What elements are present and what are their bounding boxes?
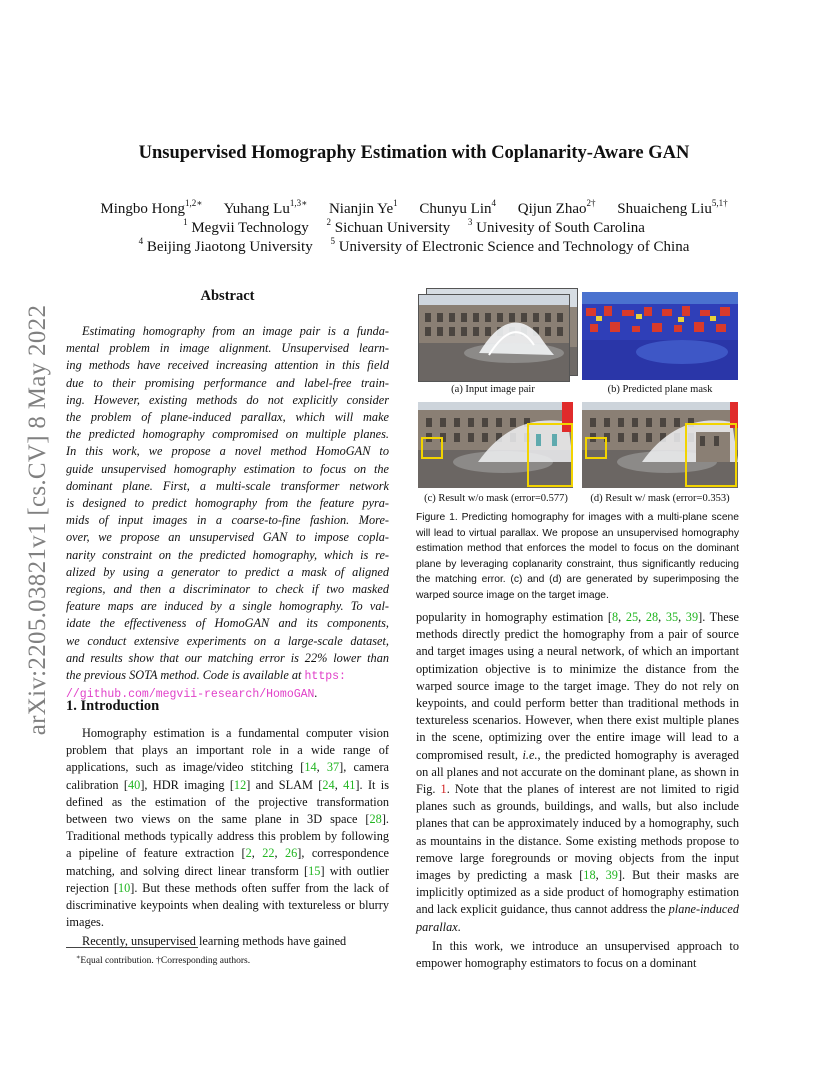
abstract-line: guide unsupervised homography estimation to focus on the: [66, 461, 389, 476]
introduction-right-column: popularity in homography estimation [8, 25, 28, 35, 39]. These methods directly predict the homography from a pair of source and target images using a neural network, of which an important optimization objective is to minimize the distance from the warped source image to the target image. They do not rely on keypoints, and could perform better than traditional methods in textureless scenarios. However, when there exist multiple planes in the scene, optimizing over the entire image will lead to a compromised result, i.e., the predicted homography is averaged on all planes and not accurate on the dominant plane, as shown in Fig. 1. Note that the planes of interest are not limited to rigid planes such as grounds, buildings, and walls, but also include planes that can be approximately induced by a homography, such as mountains in the distance. Some existing methods propose to remove large foregrounds or moving objects from the input images by predicting a mask [18, 39]. But their masks are implicitly optimized as a side product of homography estimation and lack explicit guidance, thus cannot address the plane-induced parallax. In this work, we introduce an unsupervised approach to empower homography estimators to focus on a dominant: [416, 610, 740, 971]
abstract-line: the problem of plane-induced parallax, which will make: [66, 410, 389, 425]
abstract-body: [66, 323, 389, 703]
abstract-line: mental problem in image alignment. Unsupervised learn-: [66, 341, 389, 356]
affiliation-line-2: [0, 233, 828, 257]
author-5: Qijun Zhao$^{2\dagger}$: [517, 198, 596, 217]
abstract-line: narity constraint on the predicted homography, which is re-: [66, 547, 389, 562]
section-heading-introduction: 1. Introduction: [66, 698, 160, 714]
arxiv-identifier: arXiv:2205.03821v1 [cs.CV] 8 May 2022: [24, 304, 51, 736]
author-1: Mingbo Hong$^{1,2∗}$: [100, 198, 203, 217]
affiliation-2: $^2$ Sichuan University: [326, 217, 451, 236]
abstract-line: and results show that our matching error is 22% lower than: [66, 650, 389, 665]
abstract-url-part-1[interactable]: https:: [304, 670, 346, 684]
abstract-line: we conduct extensive experiments on a large-scale dataset,: [66, 633, 389, 648]
abstract-url-line: //github.com/megvii-research/HomoGAN.: [66, 686, 318, 702]
abstract-line: over, we propose an unsupervised GAN to impose copla-: [66, 530, 389, 545]
predicted-mask-image: [582, 292, 738, 380]
caption-c: (c) Result w/o mask (error=0.577): [424, 493, 568, 504]
abstract-line: dominant plane. First, a multi-scale transformer network: [66, 478, 389, 493]
author-3: Nianjin Ye$^1$: [328, 198, 398, 217]
abstract-last-line-text: the previous SOTA method. Code is available at: [66, 668, 302, 683]
abstract-line: In this work, we propose a novel method HomoGAN to: [66, 444, 389, 459]
author-2: Yuhang $Lu^{1,3∗}$: [223, 198, 308, 217]
affiliation-3: $^3$ Univesity of South Carolina: [467, 217, 645, 236]
caption-a: (a) Input image pair: [451, 384, 535, 395]
footnote-rule: [66, 947, 198, 948]
caption-b: (b) Predicted plane mask: [607, 384, 713, 395]
figure-1: [416, 288, 742, 506]
abstract-line: is designed to predict homography from the feature pyra-: [66, 496, 389, 511]
fountain-photo-icon: [419, 295, 569, 381]
affiliation-1: $^1$ Megvii Technology: [183, 217, 309, 236]
abstract-line: alized by using a generator to predict a mask of aligned: [66, 564, 389, 579]
paper-title: Unsupervised Homography Estimation with Coplanarity-Aware GAN: [138, 143, 690, 163]
abstract-line: Estimating homography from an image pair is a funda-: [82, 324, 389, 338]
figure-1-caption: Figure 1. Predicting homography for images with a multi-plane scene will lead to virtual parallax. We propose an unsupervised homography estimation method that enforces the model to focus on the dominant plane by leveraging coplanarity constraint, thus significantly reducing the matching error. (c) and (d) are generated by superimposing the warped source image on the target image.: [416, 512, 739, 601]
affiliation-4: $^4$ Beijing Jiaotong University: [138, 236, 313, 255]
author-6: Shuaicheng Liu$^{5,1\dagger}$: [617, 198, 728, 217]
abstract-line: mids of input images in a coarse-to-fine fashion. More-: [66, 513, 389, 528]
abstract-url-part-2[interactable]: //github.com/megvii-research/HomoGAN: [66, 688, 315, 702]
abstract-line: [66, 667, 389, 685]
abstract-lines: [66, 323, 389, 685]
abstract-line: ing. However, existing methods do not explicitly consider: [66, 392, 389, 407]
abstract-line: regions, and then a discriminator to check if two masked: [66, 582, 389, 597]
warped-overlay-photo-icon-2: [582, 402, 738, 488]
plane-mask-icon: [582, 292, 738, 380]
introduction-left-column: Homography estimation is a fundamental computer vision problem that plays an important role in a wide range of applications, such as image/video stitching [14, 37], camera calibration [40], HDR imaging [12] and SLAM [24, 41]. It is defined as the estimation of the projective transformation between two views on the same plane in 3D space [28]. Traditional methods typically address this problem by following a pipeline of feature extraction [2, 22, 26], correspondence matching, and solving direct linear transform [15] with outlier rejection [10]. But these methods often suffer from the lack of discriminative keypoints when dealing with textureless or blurry images. Recently, unsupervised learning methods have gained: [66, 726, 390, 949]
result-with-mask-image: [582, 402, 738, 488]
warped-overlay-photo-icon: [418, 402, 573, 488]
affiliation-5: $^5$ University of Electronic Science and Technology of China: [330, 236, 690, 255]
abstract-line: idate the effectiveness of HomoGAN and its components,: [66, 616, 389, 631]
abstract-line: ing methods have received increasing attention in this field: [66, 358, 389, 373]
author-4: Chunyu Lin$^4$: [419, 198, 496, 217]
abstract-line: due to their promising performance and label-free train-: [66, 375, 389, 390]
footnote: ∗Equal contribution. †Corresponding authors.: [76, 954, 251, 967]
input-image-front: [418, 294, 570, 382]
result-without-mask-image: [418, 402, 573, 488]
caption-d: (d) Result w/ mask (error=0.353): [590, 493, 730, 504]
abstract-line: feature maps are induced by a single homography. To val-: [66, 599, 389, 614]
abstract-heading: Abstract: [200, 288, 255, 304]
abstract-line: the predicted homography compromised on multiple planes.: [66, 427, 389, 442]
